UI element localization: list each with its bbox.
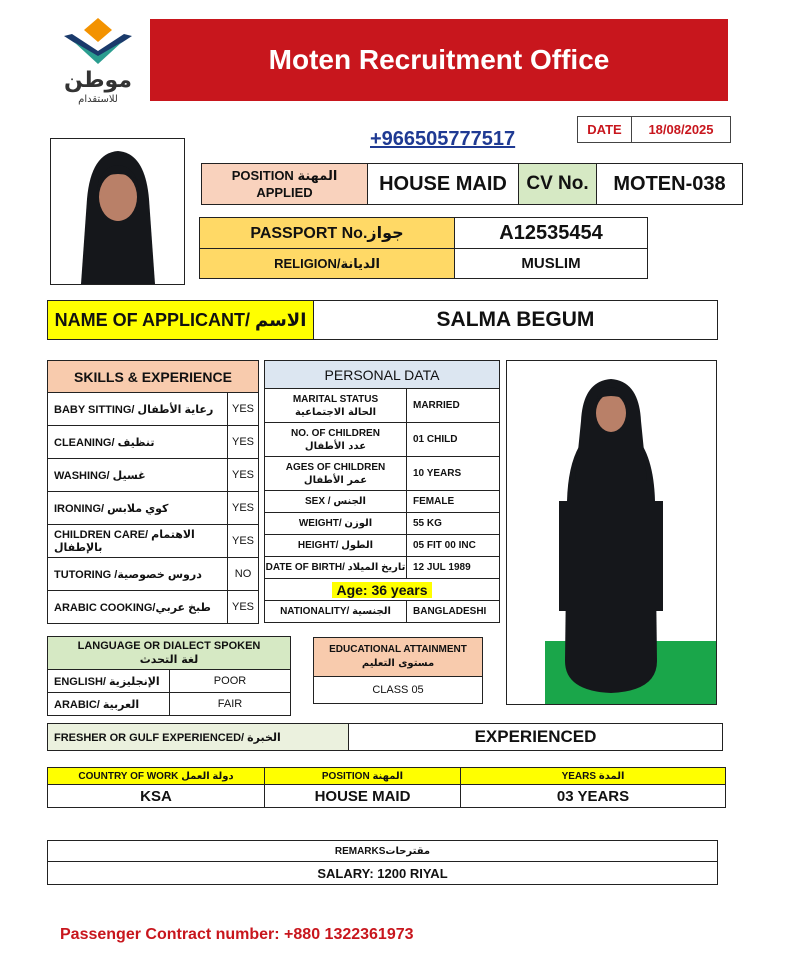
cv-number-value: MOTEN-038 xyxy=(597,163,743,205)
page-title: Moten Recruitment Office xyxy=(150,19,728,101)
work-country-header: COUNTRY OF WORK دولة العمل xyxy=(47,767,265,785)
personal-row xyxy=(264,601,500,623)
experience-value: EXPERIENCED xyxy=(349,723,723,751)
skill-label: BABY SITTING/ رعاية الأطفال xyxy=(48,393,228,425)
personal-row xyxy=(264,513,500,535)
personal-row xyxy=(264,557,500,579)
skill-value: YES xyxy=(231,601,254,613)
position-applied-label xyxy=(201,163,368,205)
remarks-label: REMARKSمقترحات xyxy=(47,840,718,862)
skill-value: NO xyxy=(234,568,252,580)
personal-label: SEX / الجنس xyxy=(265,491,407,512)
personal-value: FEMALE xyxy=(413,496,455,507)
personal-row xyxy=(264,457,500,491)
education-title xyxy=(313,637,483,677)
skill-row xyxy=(47,492,259,525)
passenger-contract-number: Passenger Contract number: +880 1322361973 xyxy=(60,926,414,943)
personal-label: NO. OF CHILDREN عدد الأطفال xyxy=(265,423,407,456)
personal-value: 10 YEARS xyxy=(413,468,462,479)
personal-row xyxy=(264,535,500,557)
passport-label: PASSPORT No.جواز xyxy=(199,217,455,249)
education-value: CLASS 05 xyxy=(313,677,483,704)
personal-row xyxy=(264,389,500,423)
skill-label: IRONING/ كوي ملابس xyxy=(48,492,228,524)
experience-label: FRESHER OR GULF EXPERIENCED/ الخبرة xyxy=(47,723,349,751)
work-years-value: 03 YEARS xyxy=(461,785,726,808)
logo-arabic-name: موطن xyxy=(64,68,132,93)
skills-title: SKILLS & EXPERIENCE xyxy=(47,360,259,393)
remarks-value: SALARY: 1200 RIYAL xyxy=(47,862,718,885)
skill-value: YES xyxy=(231,535,254,547)
skill-row xyxy=(47,591,259,624)
language-title-ar: لغة التحدث xyxy=(139,653,199,666)
phone-link[interactable]: +966505777517 xyxy=(370,127,516,150)
personal-value: 12 JUL 1989 xyxy=(413,562,471,573)
language-row xyxy=(47,693,291,716)
nationality-label: NATIONALITY/ الجنسية xyxy=(265,601,407,622)
personal-label: HEIGHT/ الطول xyxy=(265,535,407,556)
work-country-value: KSA xyxy=(47,785,265,808)
personal-row xyxy=(264,423,500,457)
language-table xyxy=(47,636,291,716)
nationality-value: BANGLADESHI xyxy=(413,606,487,617)
language-value: POOR xyxy=(213,675,247,687)
language-row xyxy=(47,670,291,693)
skill-label: CLEANING/ تنظيف xyxy=(48,426,228,458)
personal-label: DATE OF BIRTH/ تاريخ الميلاد xyxy=(265,557,407,578)
personal-value: 55 KG xyxy=(413,518,442,529)
language-title-en: LANGUAGE OR DIALECT SPOKEN xyxy=(77,640,261,652)
skill-label: TUTORING /دروس خصوصية xyxy=(48,558,228,590)
personal-label: WEIGHT/ الوزن xyxy=(265,513,407,534)
personal-value: 01 CHILD xyxy=(413,434,458,445)
skills-table xyxy=(47,360,259,624)
position-label-en-2: APPLIED xyxy=(256,184,313,200)
age-value: Age: 36 years xyxy=(332,582,431,598)
position-applied-value: HOUSE MAID xyxy=(368,163,519,205)
skill-label: WASHING/ غسيل xyxy=(48,459,228,491)
skill-value: YES xyxy=(231,469,254,481)
personal-value: MARRIED xyxy=(413,400,460,411)
work-years-header: YEARS المدة xyxy=(461,767,726,785)
applicant-portrait-photo xyxy=(50,138,185,285)
position-label-ar: المهنة xyxy=(297,168,338,184)
skill-value: YES xyxy=(231,502,254,514)
date-value: 18/08/2025 xyxy=(648,122,714,137)
work-position-header: POSITION المهنة xyxy=(265,767,461,785)
logo-mark-icon xyxy=(52,14,144,74)
skill-row xyxy=(47,525,259,558)
skill-row xyxy=(47,459,259,492)
skill-row xyxy=(47,393,259,426)
cv-number-label: CV No. xyxy=(519,163,597,205)
passport-value: A12535454 xyxy=(455,217,648,249)
date-label: DATE xyxy=(578,117,632,142)
personal-data-table xyxy=(264,360,500,623)
skill-value: YES xyxy=(231,403,254,415)
date-box xyxy=(577,116,731,143)
personal-value: 05 FIT 00 INC xyxy=(413,540,476,551)
skill-label: ARABIC COOKING/طبخ عربي xyxy=(48,591,228,623)
personal-row xyxy=(264,491,500,513)
personal-label: AGES OF CHILDREN عمر الأطفال xyxy=(265,457,407,490)
skill-value: YES xyxy=(231,436,254,448)
personal-label: MARITAL STATUS الحالة الاجتماعية xyxy=(265,389,407,422)
religion-label: RELIGION/الديانة xyxy=(199,249,455,279)
religion-value: MUSLIM xyxy=(455,249,648,279)
language-title xyxy=(47,636,291,670)
applicant-name-value: SALMA BEGUM xyxy=(314,300,718,340)
language-label: ARABIC/ العربية xyxy=(48,693,170,715)
education-title-en: EDUCATIONAL ATTAINMENT xyxy=(329,644,467,655)
age-row xyxy=(264,579,500,601)
applicant-name-label: NAME OF APPLICANT/ الاسم xyxy=(47,300,314,340)
position-label-en: POSITION xyxy=(231,167,294,183)
language-label: ENGLISH/ الإنجليزية xyxy=(48,670,170,692)
logo-arabic-subtitle: للاستقدام xyxy=(78,94,118,105)
applicant-full-photo xyxy=(506,360,717,705)
language-value: FAIR xyxy=(217,698,243,710)
personal-data-title: PERSONAL DATA xyxy=(264,360,500,389)
education-title-ar: مستوى التعليم xyxy=(361,658,435,669)
skill-row xyxy=(47,426,259,459)
skill-label: CHILDREN CARE/ الاهتمام بالإطفال xyxy=(48,525,228,557)
work-position-value: HOUSE MAID xyxy=(265,785,461,808)
skill-row xyxy=(47,558,259,591)
